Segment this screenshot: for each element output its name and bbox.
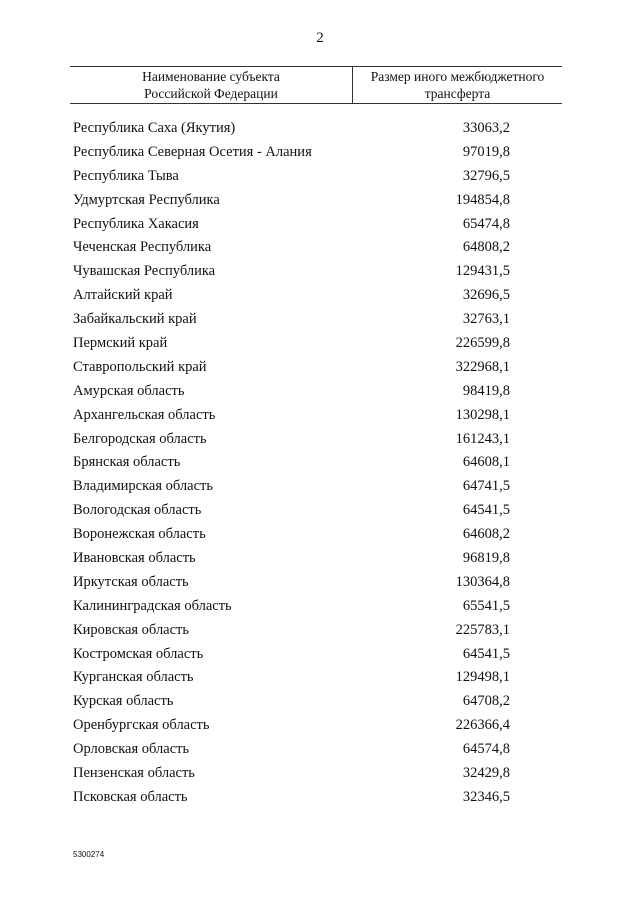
transfer-value: 64608,1	[462, 454, 510, 471]
subject-name: Республика Саха (Якутия)	[73, 120, 236, 136]
transfer-value: 226599,8	[455, 335, 510, 352]
subject-name: Белгородская область	[73, 430, 207, 447]
subject-name: Ивановская область	[73, 550, 196, 567]
table-row	[0, 762, 640, 786]
subject-name: Курганская область	[73, 669, 194, 686]
table-row	[0, 595, 640, 619]
transfer-value: 32346,5	[462, 788, 510, 805]
table-row	[0, 451, 640, 475]
subject-name: Республика Тыва	[73, 167, 179, 184]
page-number: 2	[316, 30, 324, 46]
transfer-value: 65541,5	[462, 597, 510, 614]
table-row	[0, 523, 640, 547]
subject-name: Оренбургская область	[73, 717, 210, 734]
document-code: 5300274	[73, 850, 105, 859]
table-row	[0, 475, 640, 499]
subject-name: Псковская область	[73, 788, 188, 805]
transfer-value: 130298,1	[455, 406, 510, 423]
subject-name: Республика Северная Осетия - Алания	[73, 143, 312, 160]
transfer-value: 33063,2	[462, 120, 510, 136]
subject-name: Курская область	[73, 693, 174, 710]
subject-name: Кировская область	[73, 621, 190, 638]
table-body	[0, 117, 640, 810]
transfer-value: 32429,8	[462, 765, 510, 782]
subject-name: Пензенская область	[73, 765, 195, 782]
subject-name: Владимирская область	[73, 478, 213, 495]
subject-name: Вологодская область	[73, 502, 202, 519]
table-row	[0, 404, 640, 428]
transfer-value: 96819,8	[462, 550, 510, 567]
subject-name: Костромская область	[73, 645, 204, 662]
table-row	[0, 714, 640, 738]
table-row	[0, 260, 640, 284]
table-row	[0, 547, 640, 571]
table-row	[0, 356, 640, 380]
subject-name: Воронежская область	[73, 526, 206, 543]
header-line: трансферта	[424, 86, 491, 101]
subject-name: Пермский край	[73, 335, 168, 352]
subject-name: Алтайский край	[73, 287, 173, 304]
table-row	[0, 117, 640, 141]
header-subject-name	[70, 67, 353, 103]
transfer-value: 130364,8	[455, 573, 510, 590]
subject-name: Орловская область	[73, 741, 190, 758]
table-row	[0, 284, 640, 308]
subject-name: Архангельская область	[73, 406, 216, 423]
transfer-value: 129498,1	[455, 669, 510, 686]
transfer-value: 161243,1	[455, 430, 510, 447]
subject-name: Чувашская Республика	[73, 263, 216, 280]
subject-name: Республика Хакасия	[73, 215, 199, 232]
transfer-value: 97019,8	[462, 143, 510, 160]
table-row	[0, 141, 640, 165]
transfer-value: 64708,2	[462, 693, 510, 710]
subject-name: Забайкальский край	[73, 311, 197, 328]
transfer-value: 32796,5	[462, 167, 510, 184]
header-line: Российской Федерации	[144, 86, 278, 101]
table-row	[0, 189, 640, 213]
table-header	[70, 66, 562, 104]
transfer-value: 226366,4	[455, 717, 510, 734]
table-row	[0, 499, 640, 523]
transfer-value: 194854,8	[455, 191, 510, 208]
table-row	[0, 165, 640, 189]
table-row	[0, 571, 640, 595]
transfer-value: 64808,2	[462, 239, 510, 256]
transfer-value: 32763,1	[462, 311, 510, 328]
table-row	[0, 428, 640, 452]
subject-name: Иркутская область	[73, 573, 189, 590]
transfer-value: 65474,8	[462, 215, 510, 232]
transfer-value: 64541,5	[462, 502, 510, 519]
table-row	[0, 619, 640, 643]
subject-name: Чеченская Республика	[73, 239, 212, 256]
transfer-value: 64608,2	[462, 526, 510, 543]
transfer-value: 64741,5	[462, 478, 510, 495]
table-row	[0, 786, 640, 810]
table-row	[0, 666, 640, 690]
header-line: Размер иного межбюджетного	[370, 69, 545, 84]
header-line: Наименование субъекта	[142, 69, 280, 84]
subject-name: Амурская область	[73, 382, 185, 399]
transfer-value: 64574,8	[462, 741, 510, 758]
transfer-value: 64541,5	[462, 645, 510, 662]
header-transfer-amount	[353, 67, 562, 103]
table-row	[0, 738, 640, 762]
subject-name: Калининградская область	[73, 597, 232, 614]
table-row	[0, 308, 640, 332]
transfer-value: 98419,8	[462, 382, 510, 399]
transfer-value: 322968,1	[455, 358, 510, 375]
table-row	[0, 380, 640, 404]
subject-name: Брянская область	[73, 454, 181, 471]
subject-name: Удмуртская Республика	[73, 191, 220, 208]
transfer-value: 129431,5	[455, 263, 510, 280]
transfer-value: 32696,5	[462, 287, 510, 304]
table-row	[0, 332, 640, 356]
subject-name: Ставропольский край	[73, 358, 207, 375]
transfer-value: 225783,1	[455, 621, 510, 638]
table-row	[0, 236, 640, 260]
table-row	[0, 213, 640, 237]
table-row	[0, 643, 640, 667]
table-row	[0, 690, 640, 714]
